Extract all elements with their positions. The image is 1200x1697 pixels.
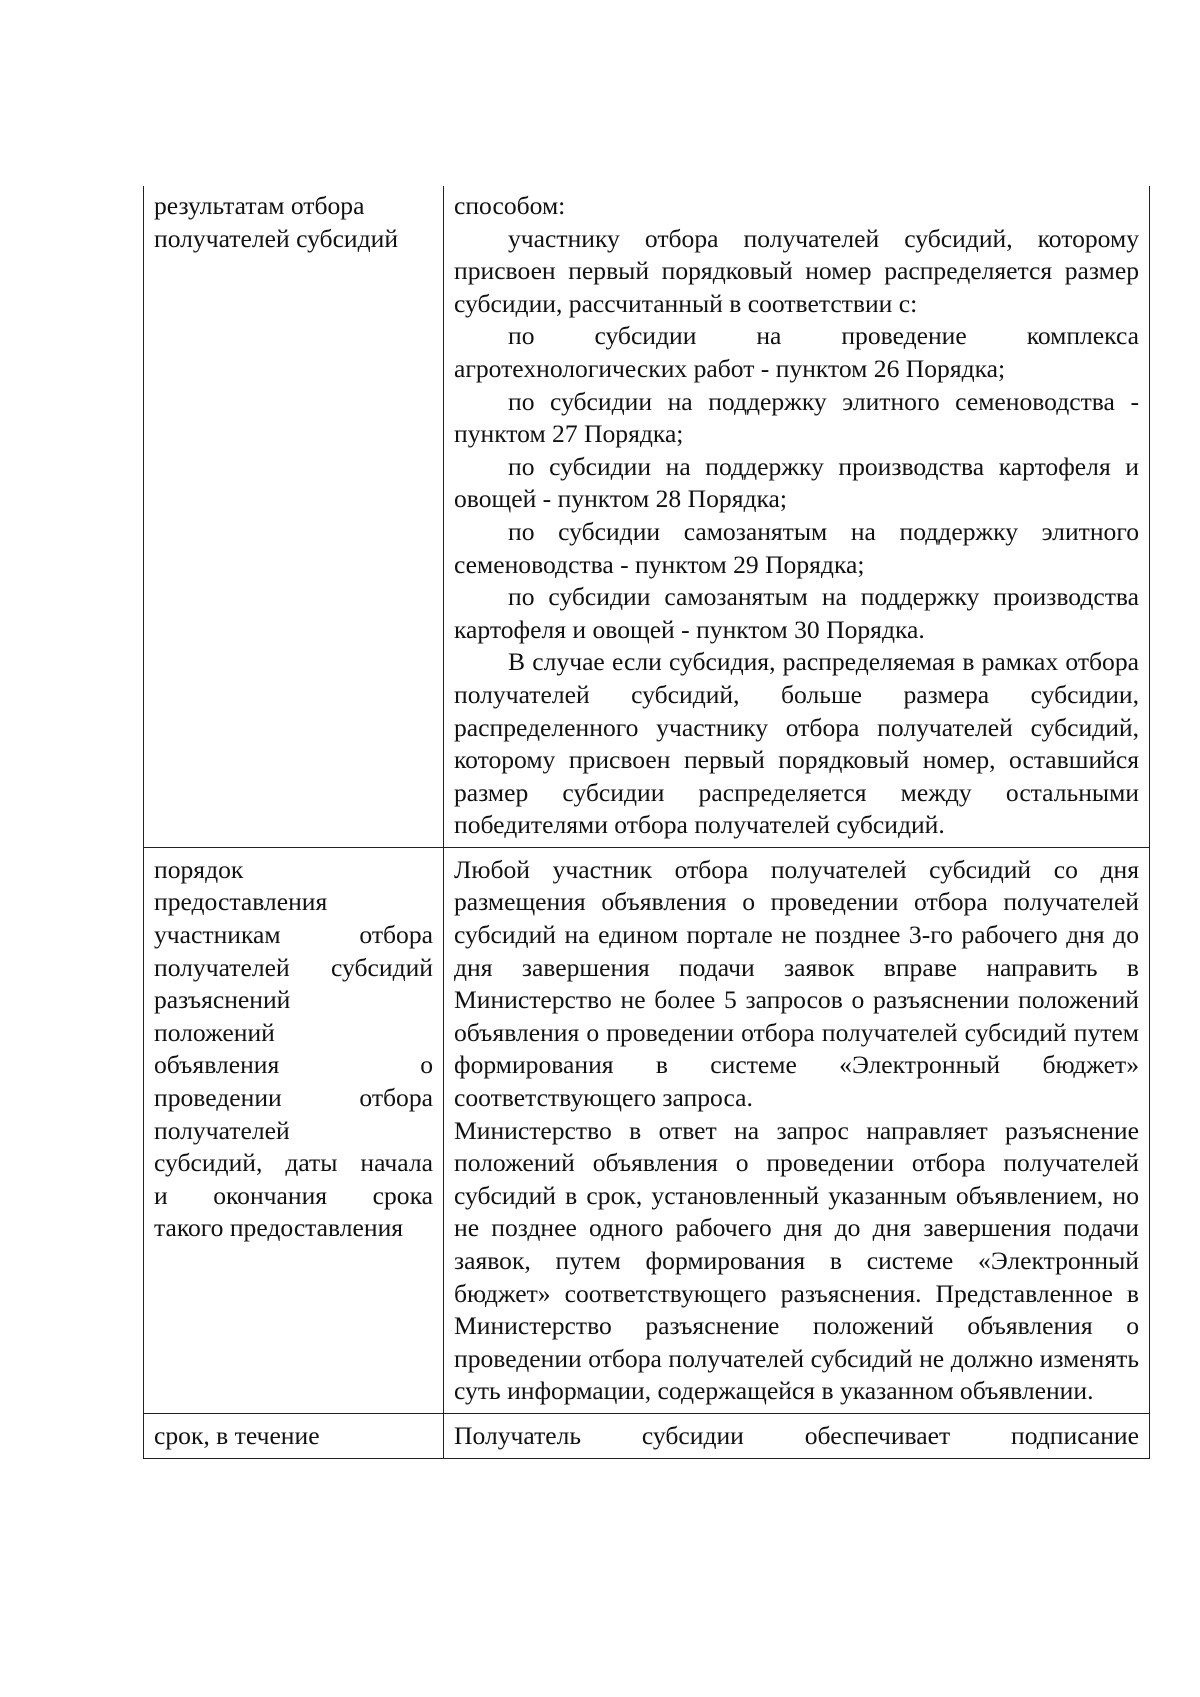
row-label-line: участникам отбора: [154, 920, 433, 950]
row-label-cell: [144, 847, 444, 1413]
content-paragraph: Получатель субсидии обеспечивает подписание: [454, 1420, 1139, 1450]
row-label-line: объявления о: [154, 1050, 433, 1080]
row-label-line: такого предоставления: [154, 1213, 404, 1243]
content-paragraph: по субсидии на проведение комплекса агротехнологических работ - пунктом 26 Порядка;: [454, 321, 1139, 383]
table-row: [144, 186, 1150, 847]
row-label-line: получателей: [154, 1115, 290, 1145]
row-label-cell: [144, 1413, 444, 1458]
document-table: [143, 186, 1150, 1459]
table-row: [144, 1413, 1150, 1458]
row-label-line: и окончания срока: [154, 1180, 433, 1210]
row-label-line: порядок: [154, 854, 244, 884]
content-paragraph: по субсидии самозанятым на поддержку производства картофеля и овощей - пунктом 30 Порядка.: [454, 582, 1139, 644]
row-content-cell: [444, 847, 1150, 1413]
row-label-line: субсидий, даты начала: [154, 1148, 433, 1178]
content-paragraph: способом:: [454, 191, 566, 220]
row-label-line: разъяснений: [154, 985, 291, 1015]
content-paragraph: по субсидии самозанятым на поддержку элитного семеноводства - пунктом 29 Порядка;: [454, 516, 1139, 579]
content-paragraph: Любой участник отбора получателей субсидий со дня размещения объявления о проведении отбора получателей субсидий на едином портале не позднее 3-го рабочего дня до дня завершения подачи заявок вправе направить в Министерство не более 5 запросов о разъяснении положений объявления о проведении отбора получателей субсидий путем формирования в системе «Электронный бюджет» соответствующего запроса.: [454, 854, 1139, 1113]
content-paragraph: Министерство в ответ на запрос направляет разъяснение положений объявления о проведении отбора получателей субсидий в срок, установленный указанным объявлением, но не позднее одного рабочего дня до дня завершения подачи заявок, путем формирования в системе «Электронный бюджет» соответствующего разъяснения. Представленное в Министерство разъяснение положений объявления о проведении отбора получателей субсидий не должно изменять суть информации, содержащейся в указанном объявлении.: [454, 1115, 1139, 1406]
row-label-line: проведении отбора: [154, 1083, 433, 1113]
content-paragraph: по субсидии на поддержку элитного семеноводства - пунктом 27 Порядка;: [454, 386, 1139, 449]
row-label-line: получателей субсидий: [154, 952, 433, 982]
row-content-cell: [444, 186, 1150, 847]
row-label-line: получателей субсидий: [154, 223, 399, 253]
row-label-cell: [144, 186, 444, 847]
table-row: [144, 847, 1150, 1413]
row-label: [154, 1420, 433, 1453]
row-label-line: положений: [154, 1017, 275, 1047]
content-paragraph: по субсидии на поддержку производства картофеля и овощей - пунктом 28 Порядка;: [454, 451, 1139, 514]
table-body: [144, 186, 1150, 1458]
row-label: [154, 190, 433, 255]
content-paragraph: В случае если субсидия, распределяемая в рамках отбора получателей субсидий, больше размера субсидии, распределенного участнику отбора получателей субсидий, которому присвоен первый порядковый номер, оставшийся размер субсидии распределяется между остальными победителями отбора получателей субсидий.: [454, 647, 1139, 840]
row-label-line: результатам отбора: [154, 191, 365, 220]
row-label-line: срок, в течение: [154, 1420, 320, 1450]
row-label: [154, 854, 433, 1245]
row-label-line: предоставления: [154, 887, 328, 917]
row-content-cell: [444, 1413, 1150, 1458]
content-paragraph: участнику отбора получателей субсидий, которому присвоен первый порядковый номер распределяется размер субсидии, рассчитанный в соответствии с:: [454, 223, 1139, 318]
